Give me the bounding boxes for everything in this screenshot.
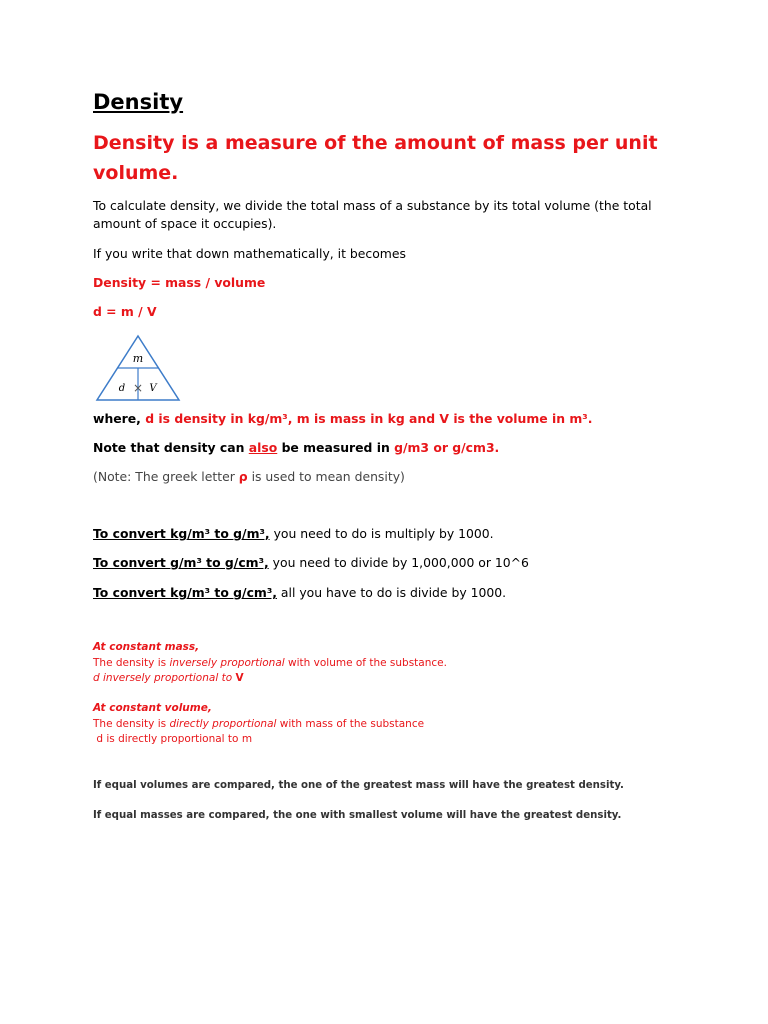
- conversion-1-text: you need to do is multiply by 1000.: [269, 526, 494, 541]
- conversion-2-label: To convert g/m³ to g/cm³,: [93, 555, 269, 570]
- triangle-density-label: d: [118, 383, 126, 394]
- constant-mass-line-2a: d inversely proportional to: [93, 672, 236, 684]
- page-title: Density: [93, 90, 184, 114]
- greek-suffix: is used to mean density): [247, 469, 405, 484]
- definition-line-1: Density is a measure of the amount of mass per unit: [93, 132, 658, 154]
- note-units: g/m3 or g/cm3.: [394, 440, 500, 455]
- triangle-times-sign: ×: [132, 381, 144, 395]
- constant-mass-line-2: [93, 672, 244, 684]
- note-also: also: [248, 440, 278, 455]
- calc-line-1: To calculate density, we divide the total mass of a substance by its total volume (the total: [93, 198, 652, 213]
- greek-prefix: (Note: The greek letter: [93, 469, 239, 484]
- conversion-2-text: you need to divide by 1,000,000 or 10^6: [268, 555, 529, 570]
- rho-symbol: ρ: [238, 469, 248, 484]
- note-prefix: Note that density can: [93, 440, 249, 455]
- where-line: [93, 411, 592, 426]
- where-prefix: where,: [93, 411, 146, 426]
- conversion-3-text: all you have to do is divide by 1000.: [276, 585, 507, 600]
- constant-mass-line-1c: with volume of the substance.: [284, 657, 447, 669]
- triangle-mass-label: m: [132, 352, 144, 365]
- conversion-3-label: To convert kg/m³ to g/cm³,: [93, 585, 277, 600]
- constant-mass-line-2b: V: [235, 672, 244, 684]
- summary-line-2: If equal masses are compared, the one with smallest volume will have the greatest density.: [93, 810, 622, 821]
- constant-mass-line-1: [93, 657, 447, 669]
- constant-mass-heading: At constant mass,: [93, 641, 200, 653]
- density-triangle-diagram: [95, 334, 181, 402]
- constant-volume-line-1: [93, 718, 424, 730]
- note-middle: be measured in: [277, 440, 395, 455]
- where-definition: d is density in kg/m³, m is mass in kg and V is the volume in m³.: [145, 411, 593, 426]
- constant-volume-line-1b: directly proportional: [169, 718, 277, 730]
- conversion-3: [93, 585, 506, 600]
- calc-line-2: amount of space it occupies).: [93, 216, 277, 231]
- conversion-1: [93, 526, 494, 541]
- conversion-2: [93, 555, 529, 570]
- summary-line-1: If equal volumes are compared, the one of the greatest mass will have the greatest density.: [93, 780, 624, 791]
- formula-words: Density = mass / volume: [93, 275, 266, 290]
- constant-mass-line-1b: inversely proportional: [169, 657, 285, 669]
- definition-line-2: volume.: [93, 162, 179, 184]
- constant-mass-line-1a: The density is: [93, 657, 170, 669]
- constant-volume-heading: At constant volume,: [93, 702, 212, 714]
- conversion-1-label: To convert kg/m³ to g/m³,: [93, 526, 270, 541]
- constant-volume-line-1a: The density is: [93, 718, 170, 730]
- constant-volume-line-1c: with mass of the substance: [276, 718, 425, 730]
- greek-note: [93, 469, 405, 484]
- constant-volume-line-2: d is directly proportional to m: [93, 733, 253, 745]
- note-line: [93, 440, 499, 455]
- math-intro: If you write that down mathematically, it becomes: [93, 246, 406, 261]
- triangle-volume-label: V: [149, 383, 157, 394]
- formula-symbols: d = m / V: [93, 304, 157, 319]
